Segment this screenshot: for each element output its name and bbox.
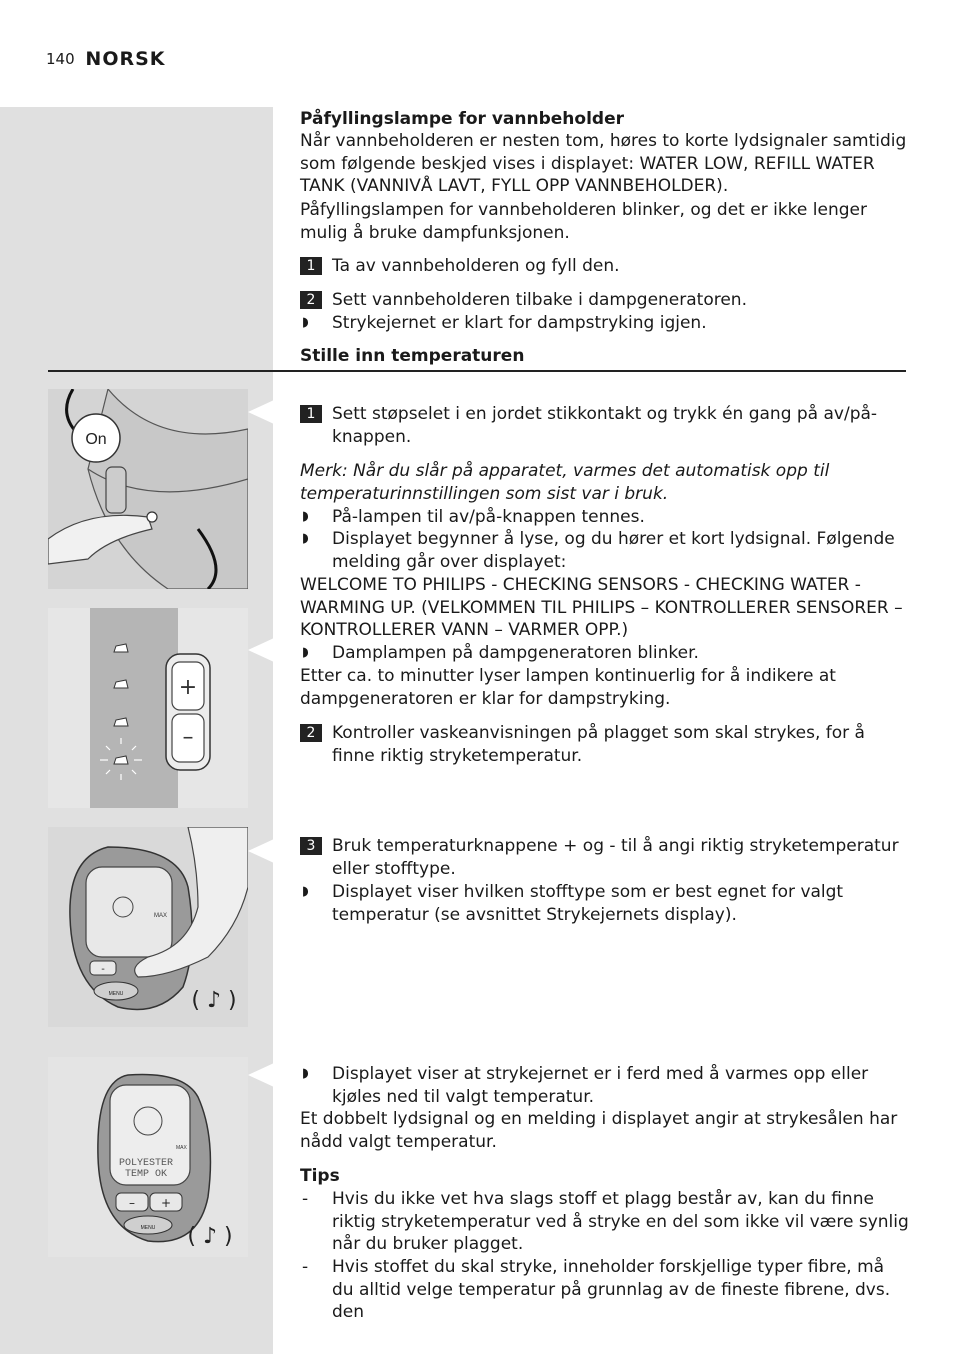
paragraph: Etter ca. to minutter lyser lampen kontinuerlig for å indikere at dampgeneratoren er klar for dampstryking. [300, 666, 836, 709]
figure-pointer [248, 839, 274, 863]
figure-max-label: MAX [154, 913, 168, 919]
bullet-marker-icon: ◗ [302, 1066, 309, 1081]
figure-sound-icon: ( ♪ ) [191, 988, 237, 1013]
bullet-item [300, 312, 910, 335]
paragraph: Når vannbeholderen er nesten tom, høres to korte lydsignaler samtidig som følgende beskjed vises i displayet: WATER LOW, REFILL WATER TANK (VANNIVÅ LAVT, FYLL OPP VANNBEHOLDER). [300, 131, 907, 197]
bullet-item [300, 1063, 910, 1108]
step-text: Bruk temperaturknappene + og - til å angi riktig stryketemperatur eller stofftype. [332, 836, 899, 879]
bullet-item [300, 528, 910, 573]
dash-marker: - [302, 1257, 309, 1277]
step-item [300, 255, 910, 278]
step-item [300, 403, 910, 448]
figure-temperature-buttons [48, 608, 248, 808]
bullet-item [300, 506, 910, 529]
note: Merk: Når du slår på apparatet, varmes det automatisk opp til temperaturinnstillingen som sist var i bruk. [300, 461, 830, 504]
figure-on-label: On [85, 431, 107, 448]
step-item [300, 722, 910, 767]
step-text: Kontroller vaskeanvisningen på plagget som skal strykes, for å finne riktig stryketemperatur. [332, 723, 865, 766]
bullet-item [300, 642, 910, 665]
bullet-text: Displayet begynner å lyse, og du hører et kort lydsignal. Følgende melding går over displayet: [332, 529, 895, 572]
bullet-text: Strykejernet er klart for dampstryking igjen. [332, 313, 707, 333]
step-number: 1 [300, 257, 322, 275]
bullet-marker-icon: ◗ [302, 509, 309, 524]
step-item [300, 289, 910, 312]
bullet-text: Displayet viser at strykejernet er i ferd med å varmes opp eller kjøles ned til valgt temperatur. [332, 1064, 869, 1107]
section-heading-temperature: Stille inn temperaturen [300, 346, 525, 366]
bullet-text: Damplampen på dampgeneratoren blinker. [332, 643, 699, 663]
tip-text: Hvis du ikke vet hva slags stoff et plagg består av, kan du finne riktig stryketemperatur ved å stryke en del som ikke vil være synlig når du bruker plagget. [332, 1189, 909, 1255]
bullet-item [300, 881, 910, 926]
section-divider [48, 370, 906, 372]
svg-text:–: – [129, 1196, 135, 1210]
step-number: 2 [300, 291, 322, 309]
figure-pointer [248, 638, 274, 662]
step-text: Sett støpselet i en jordet stikkontakt og trykk én gang på av/på-knappen. [332, 404, 878, 447]
paragraph: Et dobbelt lydsignal og en melding i displayet angir at strykesålen har nådd valgt temperatur. [300, 1109, 898, 1152]
display-message: WELCOME TO PHILIPS - CHECKING SENSORS - CHECKING WATER - WARMING UP. (VELKOMMEN TIL PHILIPS – KONTROLLERER SENSORER – KONTROLLERER VANN – VARMER OPP.) [300, 575, 903, 641]
figure-iron-display-temp-ok [48, 1057, 248, 1257]
figure-menu-label: MENU [108, 991, 124, 997]
step-text: Ta av vannbeholderen og fyll den. [332, 256, 620, 276]
svg-text:+: + [160, 1196, 172, 1210]
step-text: Sett vannbeholderen tilbake i dampgeneratoren. [332, 290, 747, 310]
figure-power-button [48, 389, 248, 589]
bullet-text: På-lampen til av/på-knappen tennes. [332, 507, 645, 527]
step-number: 2 [300, 724, 322, 742]
svg-text:-: - [101, 964, 105, 975]
page-header [46, 48, 166, 70]
paragraph: Påfyllingslampen for vannbeholderen blinker, og det er ikke lenger mulig å bruke dampfunksjonen. [300, 200, 867, 243]
step-item [300, 835, 910, 880]
tip-item [300, 1256, 910, 1324]
language-label: NORSK [85, 48, 166, 70]
step-number: 3 [300, 837, 322, 855]
bullet-marker-icon: ◗ [302, 645, 309, 660]
svg-text:+: + [178, 675, 198, 700]
display-line-1: POLYESTER [118, 1158, 174, 1169]
tip-text: Hvis stoffet du skal stryke, inneholder forskjellige typer fibre, må du alltid velge temperatur på grunnlag av de fineste fibrene, dvs. den [332, 1257, 891, 1323]
section-heading-refill-lamp: Påfyllingslampe for vannbeholder [300, 109, 624, 129]
bullet-marker-icon: ◗ [302, 315, 309, 330]
svg-text:–: – [182, 725, 194, 750]
figure-pointer [248, 1063, 274, 1087]
page-number: 140 [46, 50, 75, 68]
figure-max-label: MAX [176, 1145, 187, 1151]
tip-item [300, 1188, 910, 1256]
bullet-marker-icon: ◗ [302, 531, 309, 546]
figure-iron-display-press [48, 827, 248, 1027]
bullet-text: Displayet viser hvilken stofftype som er best egnet for valgt temperatur (se avsnittet Strykejernets display). [332, 882, 844, 925]
display-line-2: TEMP OK [124, 1169, 168, 1180]
tips-heading: Tips [300, 1166, 340, 1186]
figure-sound-icon: ( ♪ ) [187, 1224, 233, 1249]
figure-pointer [248, 400, 274, 424]
step-number: 1 [300, 405, 322, 423]
dash-marker: - [302, 1189, 309, 1209]
figure-menu-label: MENU [140, 1225, 156, 1231]
bullet-marker-icon: ◗ [302, 884, 309, 899]
